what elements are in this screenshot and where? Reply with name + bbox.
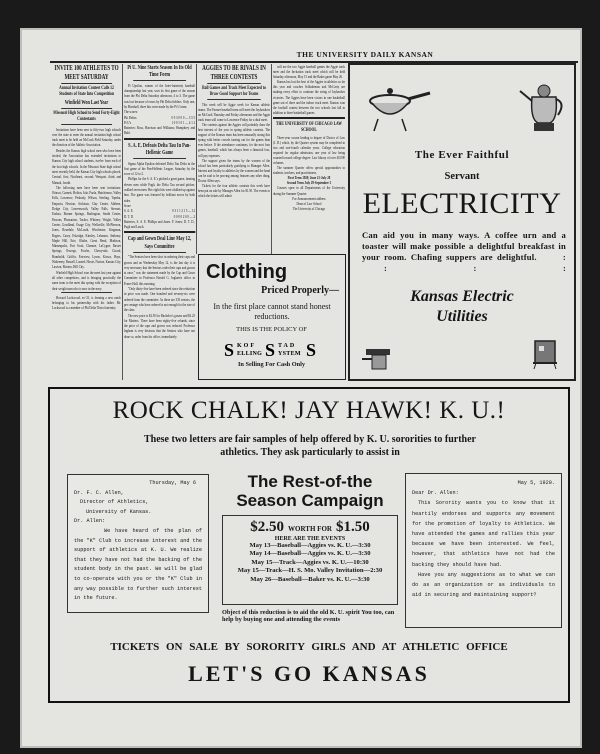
headline: AGGIES TO BE RIVALS IN THREE CONTESTS [202, 63, 266, 81]
paragraph: "The Seniors have been slow in ordering their caps and gowns and on Wednesday May 12, is the last day it is very necessary that the Seniors order their caps and gowns at once," was the statement made by the Cap and Gown Committee in Professor Harold G. Ingham's office in Fraser Hall, this morning. [124, 254, 195, 286]
column-content [124, 64, 195, 339]
paragraph: The summer Quarter offers special opportunities to students, teachers, and practitioners. [273, 165, 345, 176]
intro-text: These two letters are fair samples of help offered by K. U. sororities to further athletics. They ask particularly to assist in [144, 434, 476, 458]
clothing-subhead: Priced Properly— [261, 285, 339, 296]
events-box [222, 515, 398, 605]
term: Second Term July 29-September 3 [286, 180, 332, 186]
tagline: The Ever Faithful [414, 149, 510, 161]
ad-body-paragraph [362, 230, 566, 274]
paragraph: Winfield High School won the meet last year against all other competitors, and is bringing practically the same team to the meet this spring with the exception of their weight man who is now in the navy. [52, 269, 121, 291]
electricity-ad [348, 63, 576, 381]
electricity-headline: ELECTRICITY [362, 187, 562, 220]
event-item: May 15—Track—H. S. Mo. Valley Invitation—2:30 [237, 567, 383, 575]
campaign-title [216, 472, 404, 510]
letter-body: We have heard of the plan of the "K" Club to increase interest and the support of athletics at K. U. We realize that they have not had the backing of the student body in the past. We will be glad to co-operate with you or the "K" Club in any way possible to further such interest in the future. [74, 527, 202, 602]
svg-text:KOF: KOF [236, 343, 256, 349]
address-label: For Announcement address [292, 195, 326, 201]
clothing-ad [198, 254, 346, 380]
object-text: Object of this reduction is to aid the old K. U. spirit You too, can help by buying one and attending the events [222, 609, 395, 624]
paragraph: Tickets for the four athletic contests this week have been put on sale by Manager Allen for $1.50. The events to which the tickets will admit [198, 183, 270, 199]
event-item: May 13—Baseball—Aggies vs. K. U.—3:30 [249, 542, 371, 549]
letter-salutation: Dear Dr. Allen: [412, 490, 459, 497]
colon: : [562, 263, 566, 273]
skofstad-logo-mark [222, 339, 322, 359]
paragraph: Phillips for the S. A. E.'s pitched a great game, fanning eleven men while Pugh, the Delta Tau second pitcher, walked seven men. Her eight hits were chalked up against him. The game was featured by brilliant errors by both sides. [124, 176, 195, 203]
price-line [223, 518, 397, 536]
term: First Term 1920, June 21-July 28 [287, 175, 331, 181]
team: D. T. D. [124, 213, 134, 219]
paragraph: Three-year course leading to degree of Doctor of Law (J. D.) which, by the Quarter system may be completed in two and one-fourth calendar years. College education required for regular admission, one year of law being counted toward college degree. Law library of over 40,000 volumes. [273, 134, 345, 165]
paragraph: Besides the Kansas high school men who have been invited, the Association has extended invitations to Kansas City high school students, twelve from each of the four high schools. In the Missouri State high school meet recently held, the Kansas City high schools placed, Central, first; Northeast, second; Westport, third; and Manual, fourth. [52, 147, 121, 185]
paragraph: The contests against the Aggies will probably draw the best interest of the year in spring athletic contests. The support of the Kansas team has been unusually strong this spring with better crowds turning out for the games than ever before. If the attendance continues, for the next four games, baseball, which has always been a financial loss, will pay expenses. [198, 121, 270, 158]
letter-date: Thursday, May 6 [149, 480, 196, 486]
clothing-tagline: In Selling For Cash Only [237, 361, 306, 368]
deck: Ball Games and Track Meet Expected to Draw Good Support for Teams [202, 85, 266, 98]
event-item: May 26—Baseball—Baker vs. K. U.—3:30 [250, 575, 370, 583]
score: 0 3 1 1 2 1 5 — 12 [172, 208, 195, 214]
subhead: Winfield Won Last Year [64, 98, 109, 106]
article-aggies [198, 64, 270, 198]
svg-text:ELLING: ELLING [236, 351, 262, 357]
lets-go-kansas: LET'S GO KANSAS [188, 661, 430, 686]
rock-chalk-headline: ROCK CHALK! JAY HAWK! K. U.! [112, 397, 506, 424]
skofstad-logo [199, 339, 344, 361]
article-continued-and-law-ad [273, 64, 345, 211]
letter-body: This Sorority wants you to know that it heartily endorses and supports any movement for the promotion of loyalty to Athletics. We have attended the games and rallies this year because we have been interested. We feel, however, that athletics have not had the backing they should have had. [412, 500, 555, 568]
colon: : [473, 263, 477, 273]
letter-right [405, 473, 562, 628]
batteries: Batteries, S. A. E. Phillips and Jones. F. Jones; D. T. D., Pugh and Lasch. [124, 218, 195, 230]
chafing-dish-icon [364, 83, 434, 133]
column-content [52, 64, 121, 311]
title-line: Season Campaign [236, 491, 384, 510]
company-line: Kansas Electric [410, 288, 514, 305]
company-line: Utilities [436, 308, 488, 325]
deck: Annual Invitation Contest Calls 12 Students of State Into Competition [59, 85, 114, 98]
column-content [198, 64, 270, 198]
letter-line: Director of Athletics, [80, 499, 149, 506]
column-divider [196, 64, 197, 254]
deck: Missouri High School to Send Forty-Eight Contestants [53, 110, 120, 123]
score: 0 0 3 0 0 0 — 3 5 5 [171, 114, 195, 120]
tickets-line: TICKETS ON SALE BY SORORITY GIRLS AND AT ATHLETIC OFFICE [110, 641, 508, 653]
paragraph: This week will be Aggie week for Kansas athletic teams. The Farmer baseball team will meet the Jayhawkers on McCook Thursday and Friday afternoons and the Aggie track team will come to Lawrence Friday for a dual meet. [198, 101, 270, 122]
column-content [273, 64, 345, 211]
score-label: Score [124, 202, 131, 208]
headline: Pi U. Nine Starts Season In Its Old Time Form [127, 64, 192, 79]
letter-date: May 5, 1920. [517, 480, 555, 486]
price-new: $1.50 [335, 519, 370, 535]
colon: : [562, 252, 566, 262]
paragraph: Sigma Alpha Epsilon defeated Delta Tau Delta in the first game of the Pan-Hellenic League, Saturday by the score of 12 to 2. [124, 160, 195, 177]
company-name [350, 287, 574, 327]
team: S. A. E. [124, 208, 134, 214]
events-list [223, 542, 397, 584]
article-sports-briefs [124, 64, 195, 339]
coffee-urn-icon [518, 79, 568, 134]
event-item: May 14—Baseball—Aggies vs. K. U.—3:30 [249, 550, 371, 558]
headline: Cap and Gown Deal Line May 12, Says Committee [127, 235, 192, 250]
events-label: HERE ARE THE EVENTS [274, 536, 346, 542]
letter-line: Dr. F. C. Allen, [74, 489, 124, 496]
team: Phi Deltas [124, 114, 137, 120]
colon: : [384, 263, 388, 273]
tagline: Servant [444, 171, 480, 182]
clothing-body: In the first place cannot stand honest reductions. [213, 302, 331, 321]
address-line: Dean of Law School [296, 200, 322, 206]
price-old: $2.50 [250, 519, 285, 535]
paragraph: The support given the teams by the women of the school has been particularly gratifying to Manager Allen. Interest and loyalty to athletics by the women and the band can be said to be proving among features any other thing, Doctor Allen says. [198, 157, 270, 183]
svg-text:S: S [223, 340, 234, 359]
paragraph: Courses open in all Departments of the University during the Summer Quarter. [273, 185, 345, 196]
event-item: May 15—Track—Aggies vs. K. U.—10:30 [251, 558, 369, 566]
svg-text:TAD: TAD [277, 343, 296, 349]
paragraph: "Only thirty-five have been ordered since the reduction in price was made. One hundred and seventy-six were ordered from the committee. As there are 335 seniors, the per centage who have ordered is not enough for the size of the class. [124, 286, 195, 313]
ad-body: Can aid you in many ways. A coffee urn and a toaster will make possible a delightful breakfast in your room. Chafing suppers are delightful. [362, 230, 566, 262]
headline: S. A. E. Defeats Delta Tau In Pan-Hellenic Game [128, 141, 191, 157]
score-label: The scores: [124, 109, 138, 115]
stove-icon [530, 337, 560, 371]
letter-body: Have you any suggestions as to what we can do as an organization or as individuals to aid in securing and maintaining support? [412, 571, 555, 599]
article-invite-athletes [52, 64, 121, 311]
svg-text:S: S [305, 340, 316, 359]
score: 0 0 0 0 2 0 0 — 2 [173, 213, 195, 219]
clothing-headline: Clothing [206, 261, 288, 283]
paragraph: Invitations have been sent to fifty-two high schools over the state to enter the annual invitation high school track meet to be held on McCook Field Saturday, under the direction of the Athletic Association. [52, 126, 121, 148]
athletics-ad [48, 387, 570, 703]
letter-line: Dr. Allen: [74, 518, 106, 525]
law-school-title: THE UNIVERSITY OF CHICAGO LAW SCHOOL [276, 120, 342, 134]
paragraph: Kansas has lost the best of the Aggies in athletics so far this year and coaches Schlademan and McCarty are making every effort to continue the string of Jayhawker victories. The Aggies have been victors in one basketball game out of three and the indoor track meet. Kansas won the football contest between the two schools last fall in addition to three basketball games. [273, 79, 345, 115]
masthead: THE UNIVERSITY DAILY KANSAN [296, 50, 434, 59]
headline: INVITE 100 ATHLETES TO MEET SATURDAY [54, 63, 119, 81]
svg-text:S: S [264, 340, 275, 359]
batteries: Batteries: Ross, Harrison and Williams; Humphrey and Bahl. [124, 125, 195, 136]
paragraph: The new price is $2.50 for Bachelor's gowns and $3.25 for Masters. There have been eighty-five refunds, since the price of the caps and gowns was reduced. Professor Ingham is very desirous that the Seniors who have not done so, order from his office, immediately. [124, 312, 195, 339]
paragraph: Howard Lockwood, ex-'21, is farming a new ranch belonging to his partnership with his father. Mr. Lockwood is a member of Phi Delta Theta fraternity. [52, 294, 121, 311]
letter-line: University of Kansas. [86, 508, 152, 515]
score: 1 0 0 1 0 1 — 4 1 2 [171, 119, 195, 125]
title-line: The Rest-of-the [247, 472, 373, 491]
toaster-icon [362, 345, 398, 371]
column-divider [122, 64, 123, 380]
letter-left [67, 474, 209, 613]
address-line: The University of Chicago [292, 205, 326, 211]
price-mid: WORTH FOR [288, 525, 332, 533]
policy-text: THIS IS THE POLICY OF [236, 326, 307, 333]
team: Pi U's [124, 119, 132, 125]
paragraph: The following men have been sent invitations: Ottawa, Garnett, Holton, Iola, Paola, Hutchinson, Valley Falls, Lawrence, Peabody, Wilson, Sterling, Topeka, Emporia, Newton, Atchison, Clay Center, Abilene, Dodge City, Leavenworth, Valley Falls, Stewart, Eudora, Bonner Springs, Burlington, Smith Center, Parsons, Pleasanton, Tucker, Whitney, Wright, Valley Center, Goodland, Osage City, Wellsville, McPherson, Jones, Rosedale, McLouth, Winchester, Kingman, Rogers, Casey, Eskridge, Kinsley, Lebanon, Anthony, Maple Hill, Erie, Olathe, Great Bend, Madison, Minneapolis, Fort Scott, Chanute, LaCygne, Baxter Springs, Oswego, Fowler, Cherryvale, Girard, Humboldt, Griffin, Fairview, Lyons, Kiowa, Hays, Wakeeney, Russell, Larned, Hoxie, Norton, Kansas City, Lawton, Marion, Hill City. [52, 184, 121, 270]
paragraph: will are the two Aggie baseball games the Aggie track meet and the Invitation track meet which will be held Saturday afternoon, May 15 and the Baker game May 26. [273, 64, 345, 80]
column-divider [271, 64, 272, 254]
paragraph: Pi Upsilon, winner of the Inter-fraternity baseball championship last year, won its first game of the season from the Phi Delta Saturday afternoon, 4 to 3. The game was lost because of errors by Phi Delta fielders. Only one, by Marshall, three hits were made by the Pi U team. [124, 82, 195, 109]
svg-text:YSTEM: YSTEM [277, 351, 301, 357]
